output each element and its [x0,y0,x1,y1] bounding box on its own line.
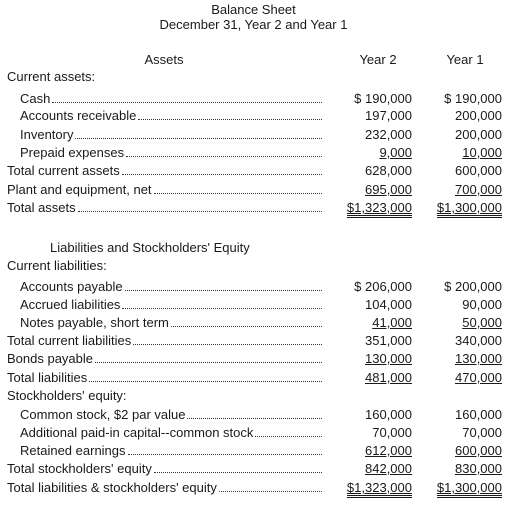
dot-leader [255,436,322,437]
table-row [0,163,507,179]
dot-leader [187,418,322,419]
table-row [0,480,507,496]
row-label: Bonds payable [7,351,94,366]
table-row [0,297,507,313]
year2-value: 41,000 [372,315,412,330]
row-label: Cash [20,91,51,106]
row-label: Common stock, $2 par value [20,407,186,422]
table-row [0,315,507,331]
row-label: Retained earnings [20,443,126,458]
year2-value: $ 190,000 [354,91,412,106]
row-label: Accounts receivable [20,108,137,123]
row-label: Total liabilities [7,370,88,385]
dot-leader [171,326,322,327]
table-row [0,461,507,477]
table-row [0,127,507,143]
year1-column-header: Year 1 [446,52,484,67]
row-label: Total assets [7,200,76,215]
year2-value: 104,000 [365,297,412,312]
dot-leader [128,454,322,455]
year1-value: 200,000 [455,108,502,123]
year2-value: 842,000 [365,461,412,476]
dot-leader [122,308,322,309]
dot-leader [78,211,322,212]
year2-value: $ 206,000 [354,279,412,294]
row-label: Total stockholders' equity [7,461,152,476]
year1-value: 340,000 [455,333,502,348]
year2-value: 628,000 [365,163,412,178]
dot-leader [138,119,322,120]
table-row [0,407,507,423]
year2-value: 695,000 [365,182,412,197]
dot-leader [75,138,322,139]
row-label: Prepaid expenses [20,145,125,160]
table-row [0,370,507,386]
year1-value: 200,000 [455,127,502,142]
table-row [0,333,507,349]
year2-value: $1,323,000 [336,480,412,496]
dot-leader [95,362,322,363]
year1-value: 50,000 [462,315,502,330]
year2-value: 9,000 [379,145,412,160]
year2-value: 612,000 [365,443,412,458]
year2-value: 197,000 [365,108,412,123]
year1-value: $1,300,000 [426,200,502,216]
table-row [0,108,507,124]
year1-value: $1,300,000 [426,480,502,496]
page-title: Balance Sheet [211,2,296,17]
year1-value: $ 190,000 [444,91,502,106]
year2-value: 481,000 [365,370,412,385]
year1-value: 70,000 [462,425,502,440]
table-row [0,145,507,161]
row-label: Accounts payable [20,279,123,294]
year2-value: 232,000 [365,127,412,142]
year1-value: 130,000 [455,351,502,366]
year1-value: 10,000 [462,145,502,160]
year1-value: 470,000 [455,370,502,385]
table-row [0,425,507,441]
year2-column-header: Year 2 [359,52,397,67]
dot-leader [219,491,322,492]
current-liabilities-heading: Current liabilities: [7,258,107,273]
row-label: Plant and equipment, net [7,182,152,197]
dot-leader [154,193,322,194]
row-label: Accrued liabilities [20,297,121,312]
year2-value: 160,000 [365,407,412,422]
year2-value: 351,000 [365,333,412,348]
table-row [0,182,507,198]
table-row [0,279,507,295]
row-label: Total liabilities & stockholders' equity [7,480,217,495]
dot-leader [154,472,322,473]
year1-value: 90,000 [462,297,502,312]
assets-heading: Assets [144,52,184,67]
year2-value: $1,323,000 [336,200,412,216]
row-label: Total current assets [7,163,120,178]
year1-value: 830,000 [455,461,502,476]
table-row [0,91,507,107]
equity-heading-row [0,388,507,404]
year1-value: 160,000 [455,407,502,422]
dot-leader [125,290,322,291]
liabilities-section-heading: Liabilities and Stockholders' Equity [50,240,250,255]
current-assets-heading: Current assets: [7,69,96,84]
year1-value: 700,000 [455,182,502,197]
table-row [0,200,507,216]
page-subtitle: December 31, Year 2 and Year 1 [159,17,348,32]
table-row [0,443,507,459]
year1-value: 600,000 [455,443,502,458]
dot-leader [126,156,322,157]
year2-value: 70,000 [372,425,412,440]
dot-leader [89,381,322,382]
row-label: Total current liabilities [7,333,132,348]
equity-heading: Stockholders' equity: [7,388,127,403]
table-row [0,351,507,367]
year1-value: 600,000 [455,163,502,178]
year2-value: 130,000 [365,351,412,366]
current-assets-heading-row [0,69,507,85]
dot-leader [133,344,322,345]
year1-value: $ 200,000 [444,279,502,294]
dot-leader [122,174,322,175]
dot-leader [52,102,322,103]
current-liabilities-heading-row [0,258,507,274]
row-label: Notes payable, short term [20,315,169,330]
row-label: Inventory [20,127,74,142]
row-label: Additional paid-in capital--common stock [20,425,254,440]
